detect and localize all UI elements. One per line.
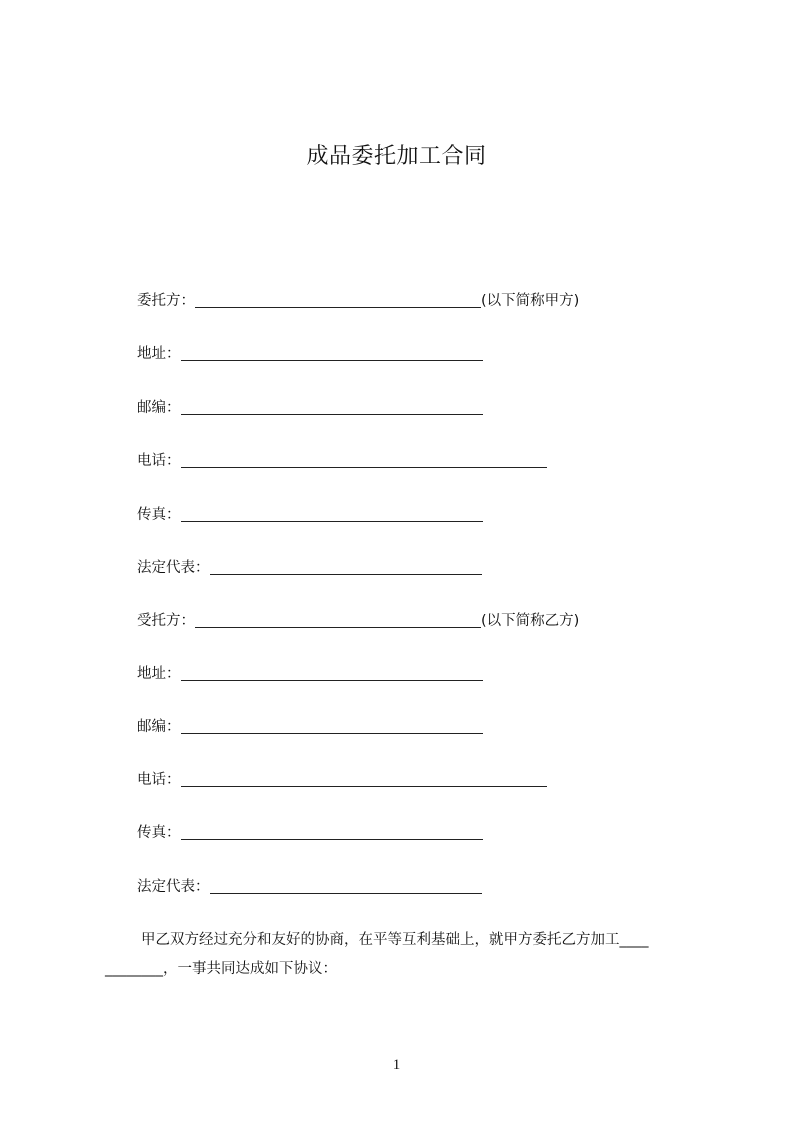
- client-label: 委托方：: [137, 293, 195, 309]
- client-fax-field: [137, 504, 483, 526]
- intro-paragraph: [105, 929, 705, 989]
- trustee-postcode-label: 邮编：: [137, 719, 181, 735]
- client-address-field: [137, 343, 483, 365]
- trustee-address-blank: [181, 664, 483, 681]
- client-address-label: 地址：: [137, 346, 181, 362]
- trustee-label: 受托方：: [137, 613, 195, 629]
- trustee-rep-field: [137, 876, 482, 898]
- client-rep-field: [137, 557, 482, 579]
- trustee-phone-field: [137, 769, 547, 791]
- client-suffix: (以下简称甲方): [481, 293, 580, 309]
- client-postcode-label: 邮编：: [137, 400, 181, 416]
- client-address-blank: [181, 344, 483, 361]
- trustee-rep-label: 法定代表：: [137, 879, 210, 895]
- client-phone-field: [137, 450, 547, 472]
- client-blank: [195, 291, 481, 308]
- trustee-phone-blank: [181, 770, 547, 787]
- trustee-postcode-blank: [181, 717, 483, 734]
- client-rep-label: 法定代表：: [137, 560, 210, 576]
- trustee-postcode-field: [137, 716, 483, 738]
- trustee-fax-label: 传真：: [137, 825, 181, 841]
- trustee-address-label: 地址：: [137, 666, 181, 682]
- intro-line-2: ________，一事共同达成如下协议：: [105, 961, 337, 977]
- trustee-rep-blank: [210, 877, 482, 894]
- trustee-fax-blank: [181, 823, 483, 840]
- client-phone-label: 电话：: [137, 453, 181, 469]
- client-postcode-blank: [181, 398, 483, 415]
- client-rep-blank: [210, 558, 482, 575]
- trustee-fax-field: [137, 822, 483, 844]
- client-fax-blank: [181, 505, 483, 522]
- document-title: 成品委托加工合同: [306, 144, 487, 169]
- trustee-field: [137, 610, 579, 632]
- client-fax-label: 传真：: [137, 507, 181, 523]
- intro-line-1: 甲乙双方经过充分和友好的协商，在平等互利基础上，就甲方委托乙方加工____: [141, 932, 649, 948]
- trustee-address-field: [137, 663, 483, 685]
- trustee-suffix: (以下简称乙方): [481, 613, 580, 629]
- client-phone-blank: [181, 451, 547, 468]
- trustee-blank: [195, 611, 481, 628]
- page-number: 1: [392, 1057, 401, 1073]
- trustee-phone-label: 电话：: [137, 772, 181, 788]
- client-postcode-field: [137, 397, 483, 419]
- client-field: [137, 290, 579, 312]
